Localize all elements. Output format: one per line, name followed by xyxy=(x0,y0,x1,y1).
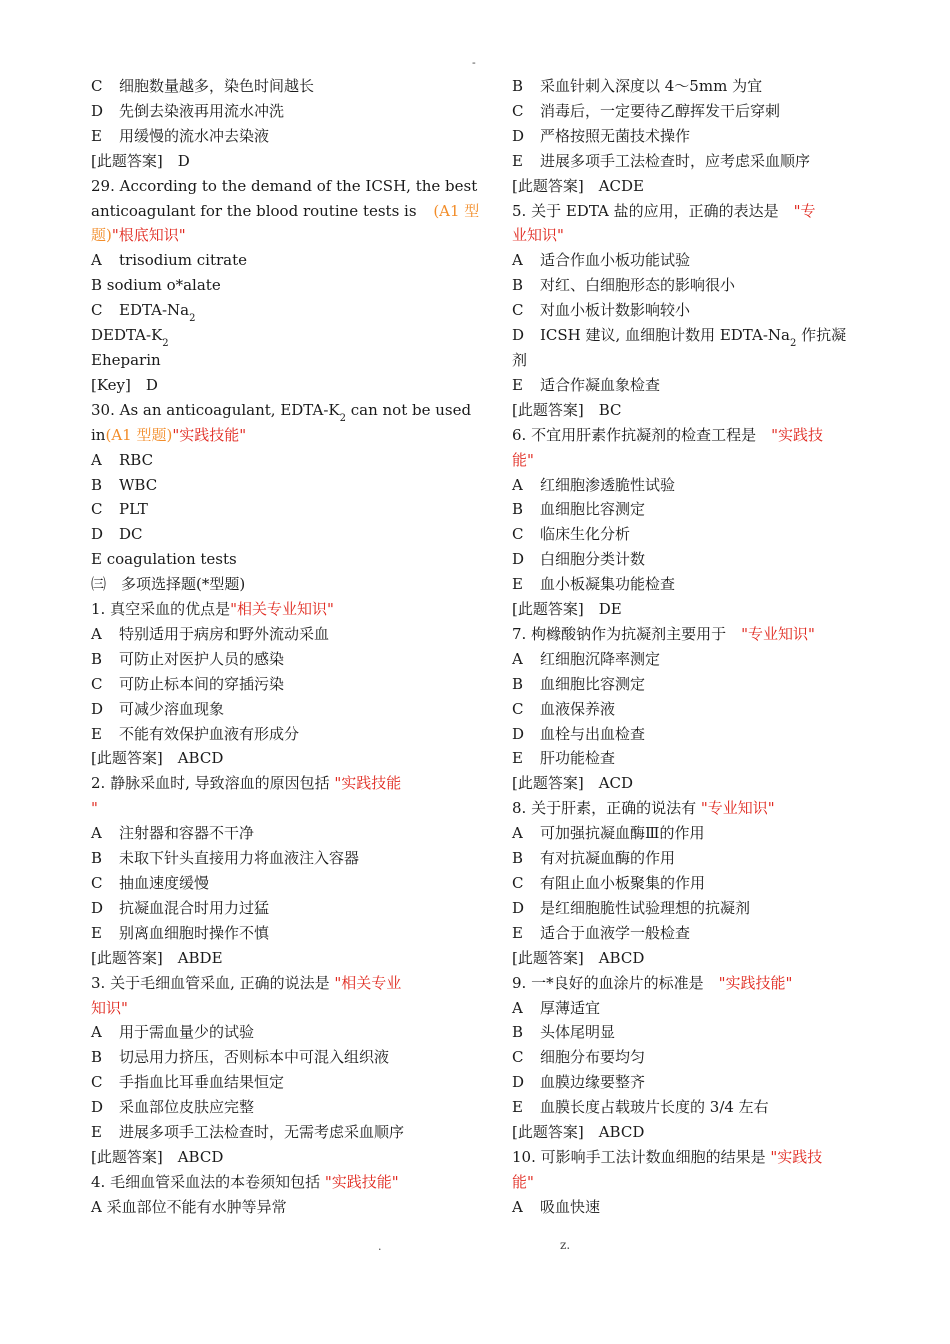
option-line: E 血膜长度占载玻片长度的 3/4 左右 xyxy=(512,1098,769,1117)
option-line: B 头体尾明显 xyxy=(512,1023,616,1042)
question-30-tag: in(A1 型题)"实践技能" xyxy=(91,425,247,444)
option-line: C 有阻止血小板聚集的作用 xyxy=(512,874,706,892)
option-line: A 吸血快速 xyxy=(512,1197,601,1216)
option-line: D 白细胞分类计数 xyxy=(512,550,646,569)
option-line: B 血细胞比容测定 xyxy=(512,500,646,519)
option-line: C 抽血速度缓慢 xyxy=(91,874,210,892)
question-m2: 2. 静脉采血时, 导致溶血的原因包括 "实践技能 xyxy=(91,774,402,793)
answer-line: [此题答案] ACDE xyxy=(512,176,644,195)
option-line: A RBC xyxy=(91,450,154,469)
answer-line: [Key] D xyxy=(91,375,158,394)
option-line: D 可减少溶血现象 xyxy=(91,699,225,718)
answer-line: [此题答案] ABCD xyxy=(512,1123,645,1142)
section-heading: ㈢ 多项选择题(*型题) xyxy=(91,575,246,594)
option-line: A 适合作血小板功能试验 xyxy=(512,251,691,270)
question-m5: 5. 关于 EDTA 盐的应用，正确的表达是 "专 xyxy=(512,201,816,220)
option-line: D 严格按照无菌技术操作 xyxy=(512,126,691,145)
option-line: A 厚薄适宜 xyxy=(512,998,601,1017)
option-line: A 采血部位不能有水肿等异常 xyxy=(91,1197,287,1216)
option-line: B sodium o*alate xyxy=(91,276,221,295)
question-29-cont: anticoagulant for the blood routine tests is (A1 型 xyxy=(91,201,480,220)
option-line: A 红细胞渗透脆性试验 xyxy=(512,475,676,494)
option-line: E 血小板凝集功能检查 xyxy=(512,575,676,594)
option-line: D ICSH 建议, 血细胞计数用 EDTA-$Na_2$ 作抗凝 xyxy=(512,326,847,350)
question-m6-tag: 能" xyxy=(512,450,534,469)
footer-right-mark: z. xyxy=(560,1238,571,1252)
option-line: B 采血针刺入深度以 4～5mm 为宜 xyxy=(512,77,763,95)
answer-line: [此题答案] ACD xyxy=(512,774,634,793)
option-line: Eheparin xyxy=(91,350,161,369)
option-line: B 未取下针头直接用力将血液注入容器 xyxy=(91,849,360,868)
option-line: A 特别适用于病房和野外流动采血 xyxy=(91,624,330,643)
question-m4: 4. 毛细血管采血法的本卷须知包括 "实践技能" xyxy=(91,1172,399,1191)
option-line: E 别离血细胞时操作不慎 xyxy=(91,923,270,942)
answer-line: [此题答案] D xyxy=(91,151,190,170)
question-29-tag: 题)"根底知识" xyxy=(91,226,186,245)
option-line: E 用缓慢的流水冲去染液 xyxy=(91,126,270,145)
option-line: A trisodium citrate xyxy=(91,251,248,270)
option-line: B 可防止对医护人员的感染 xyxy=(91,649,285,668)
option-line: E 适合作凝血象检查 xyxy=(512,375,661,394)
option-line: C 消毒后，一定要待乙醇挥发干后穿刺 xyxy=(512,101,781,120)
option-line: D 采血部位皮肤应完整 xyxy=(91,1098,255,1117)
option-line: E 适合于血液学一般检查 xyxy=(512,923,691,942)
option-line: C 可防止标本间的穿插污染 xyxy=(91,674,285,693)
option-line: D 血膜边缘要整齐 xyxy=(512,1073,646,1092)
option-line: C 临床生化分析 xyxy=(512,525,631,544)
option-line: DEDTA-$K_2$ xyxy=(91,326,169,350)
option-line: A 可加强抗凝血酶Ⅲ的作用 xyxy=(512,824,705,843)
option-line: A 用于需血量少的试验 xyxy=(91,1023,255,1042)
option-line: A 注射器和容器不干净 xyxy=(91,824,255,843)
option-line: B WBC xyxy=(91,475,158,494)
question-m3-tag: 知识" xyxy=(91,998,128,1017)
answer-line: [此题答案] BC xyxy=(512,400,622,419)
question-29: 29. According to the demand of the ICSH, the best xyxy=(91,176,478,195)
question-m3: 3. 关于毛细血管采血, 正确的说法是 "相关专业 xyxy=(91,973,402,992)
option-line: D 血栓与出血检查 xyxy=(512,724,646,743)
option-line: D DC xyxy=(91,525,143,544)
answer-line: [此题答案] ABDE xyxy=(91,948,223,967)
option-line: B 对红、白细胞形态的影响很小 xyxy=(512,276,736,295)
option-line-cont: 剂 xyxy=(512,350,528,369)
option-line: B 切忌用力挤压，否则标本中可混入组织液 xyxy=(91,1048,390,1067)
answer-line: [此题答案] DE xyxy=(512,600,622,619)
footer-left-mark: . xyxy=(378,1240,382,1253)
option-line: E 进展多项手工法检查时，无需考虑采血顺序 xyxy=(91,1123,405,1142)
option-line: B 血细胞比容测定 xyxy=(512,674,646,693)
option-line: D 是红细胞脆性试验理想的抗凝剂 xyxy=(512,898,751,917)
option-line: C 细胞数量越多，染色时间越长 xyxy=(91,77,315,95)
right-column xyxy=(512,74,862,1220)
option-line: E coagulation tests xyxy=(91,550,237,569)
answer-line: [此题答案] ABCD xyxy=(512,948,645,967)
option-line: C EDTA-$Na_2$ xyxy=(91,301,196,325)
option-line: C 手指血比耳垂血结果恒定 xyxy=(91,1073,285,1092)
answer-line: [此题答案] ABCD xyxy=(91,749,224,768)
question-m10-tag: 能" xyxy=(512,1172,534,1191)
question-m9: 9. 一*良好的血涂片的标准是 "实践技能" xyxy=(512,973,793,992)
question-m6: 6. 不宜用肝素作抗凝剂的检查工程是 "实践技 xyxy=(512,425,823,444)
option-line: C 细胞分布要均匀 xyxy=(512,1048,646,1067)
question-m1: 1. 真空采血的优点是"相关专业知识" xyxy=(91,600,334,619)
question-30: 30. As an anticoagulant, EDTA-$K_2$ can not be used xyxy=(91,400,472,424)
option-line: E 肝功能检查 xyxy=(512,749,616,768)
question-m10: 10. 可影响手工法计数血细胞的结果是 "实践技 xyxy=(512,1147,823,1166)
option-line: D 抗凝血混合时用力过猛 xyxy=(91,898,270,917)
question-m8: 8. 关于肝素，正确的说法有 "专业知识" xyxy=(512,799,775,818)
option-line: C PLT xyxy=(91,500,148,519)
question-m7: 7. 枸橼酸钠作为抗凝剂主要用于 "专业知识" xyxy=(512,624,815,643)
option-line: A 红细胞沉降率测定 xyxy=(512,649,661,668)
answer-line: [此题答案] ABCD xyxy=(91,1147,224,1166)
option-line: E 不能有效保护血液有形成分 xyxy=(91,724,300,743)
question-m2-tag: " xyxy=(91,799,98,818)
option-line: B 有对抗凝血酶的作用 xyxy=(512,849,676,868)
option-line: E 进展多项手工法检查时，应考虑采血顺序 xyxy=(512,151,811,170)
left-column xyxy=(91,74,480,1220)
question-m5-tag: 业知识" xyxy=(512,226,564,245)
option-line: C 对血小板计数影响较小 xyxy=(512,301,691,320)
header-mark: - xyxy=(472,56,476,69)
option-line: C 血液保养液 xyxy=(512,699,616,718)
option-line: D 先倒去染液再用流水冲洗 xyxy=(91,101,285,120)
